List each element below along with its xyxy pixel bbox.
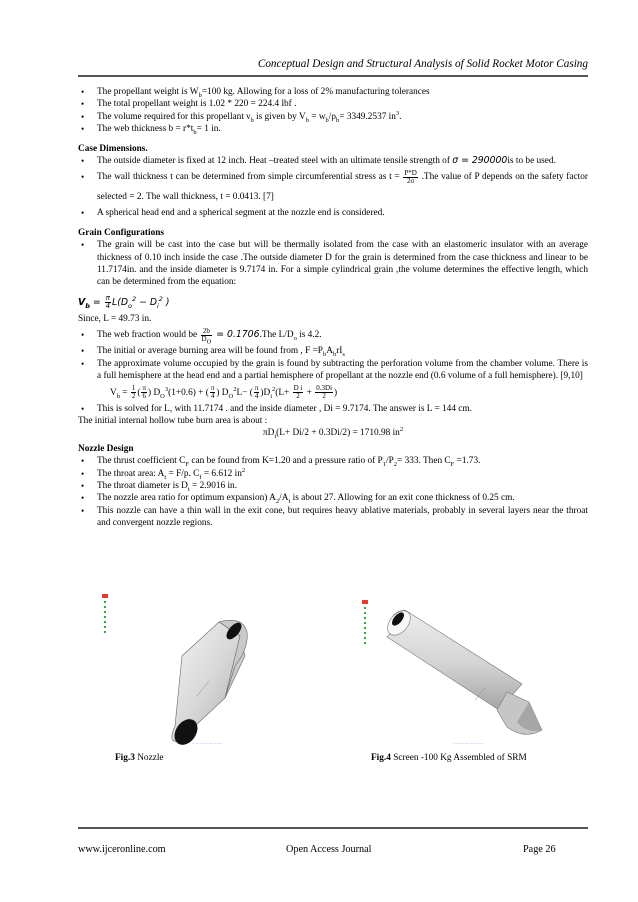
volume-equation: $V_b$ = $\frac{\pi}{4}$ $L(D_o^2 - D_i^2$ ) [78,293,170,310]
list-item: • The volume required for this propellant $\nu_b$ is given by $V_b = w_b/\rho_b= 3349.2537$ $in^3$. [78,111,588,123]
list-item: • The approximate volume occupied by the grain is found by subtracting the perforation volume from the chamber volume. There is a full hemisphere at the head end and a partial hemisphere of propellant at the nozzle end (0.6 volume of a full hemisphere). [9,10] [78,358,588,383]
since-text: Since, L = 49.73 in. [78,313,152,324]
figure-caption-3: Fig.3 Nozzle [115,753,164,763]
list-item: • The propellant weight is $W_b=100$ kg. Allowing for a loss of 2% manufacturing tolerances [78,86,588,98]
running-header: Conceptual Design and Structural Analysis of Solid Rocket Motor Casing [257,58,588,70]
list-item: • This nozzle can have a thin wall in the exit cone, but requires heavy ablative materials, probably in several layers near the throat and convergent nozzle regions. [78,505,588,530]
list-item: • The initial or average burning area will be found from , $F =P_bA_brI_s$ [78,345,588,357]
footer-journal: Open Access Journal [286,844,372,855]
propellant-list [78,86,588,136]
footer-page-number: Page 26 [523,844,556,855]
list-item: • The web fraction would be $\frac{2b}{D_O}$ = 0.1706.The $L/D_o$ is 4.2. [78,325,588,345]
nozzle-list [78,455,588,529]
cad-watermark: ........................ [192,740,223,745]
page-body [78,86,588,530]
nozzle-figure [97,586,289,748]
srm-assembly-figure [357,592,575,748]
list-item: • A spherical head end and a spherical segment at the nozzle end is considered. [78,207,588,219]
list-item: • The throat diameter is $D_t = 2.9016$ in. [78,480,588,492]
burn-area-equation: $\pi D_i(L+ Di/2 + 0.3Di/2) = 1710.98$ $in^2$ [262,426,404,441]
burn-area-text: The initial internal hollow tube burn area is about : [78,415,268,426]
footer-rule [78,827,588,829]
section-heading-grain: Grain Configurations [78,227,165,238]
list-item: • This is solved for L, with 11.7174 . and the inside diameter , Di = 9.7174. The answer is L = 144 cm. [78,403,588,415]
grain-list-2 [78,325,588,382]
grain-list-3 [78,403,588,415]
figure-caption-4: Fig.4 Screen -100 Kg Assembled of SRM [371,753,527,763]
footer-site: www.ijceronline.com [78,844,166,855]
list-item: • The thrust coefficient $C_F$ can be found from K=1.20 and a pressure ratio of $P_1/P_2= 333$. Then $C_F =1.73$. [78,455,588,467]
list-item: • The grain will be cast into the case but will be thermally isolated from the case with an elastomeric insulator with an average thickness of 0.10 inch inside the case .The outside diameter D for the grain is determined from the case thickness and linear to be 11.7174in. and the inside diameter is 9.7174 in. For a simple cylindrical grain ,the volume determines the effective length, which can be determined from the equation: [78,239,588,289]
section-heading-case: Case Dimensions. [78,143,148,154]
section-heading-nozzle: Nozzle Design [78,443,134,454]
grain-list [78,239,588,289]
list-item: • The web thickness $b = r*t_b= 1$ in. [78,123,588,135]
header-rule [78,75,588,77]
list-item: • The nozzle area ratio for optimum expansion) $A_2/A_t$ is about 27. Allowing for an exit cone thickness of 0.25 cm. [78,492,588,504]
grain-volume-equation: $V_b$ = $\frac{1}{2}$ ( $\frac{\pi}{6}$ ) $D_O^3(1+0.6)$ + ( $\frac{\pi}{4}$ ) $D_O^2L-$ ( $\frac{\pi}{4}$ )$D_i^2(L+$ $\frac{\text{D i}}{2}$ + $\frac{0.3Di}{2}$ ) [110,383,338,400]
cad-watermark: ........................ [453,740,484,745]
list-item: • The outside diameter is fixed at 12 inch. Heat –treated steel with an ultimate tensile strength of σ = 290000is to be used. [78,155,588,167]
list-item: • The wall thickness t can be determined from simple circumferential stress as t = $\frac{P*D}{2\sigma}$ .The value of P depends on the safety factor selected = 2. The wall thickness, t = 0.0413. [7] [78,167,588,207]
list-item: • The throat area: $A_t = F/p$. $C_f = 6.612$ $in^2$ [78,468,588,480]
list-item: • The total propellant weight is 1.02 * 220 = 224.4 lbf . [78,98,588,110]
case-list [78,155,588,220]
